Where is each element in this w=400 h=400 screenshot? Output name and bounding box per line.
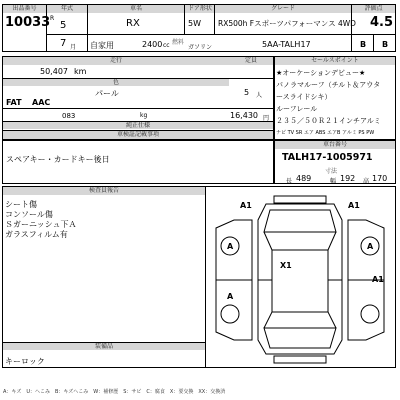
car-name: RX	[126, 18, 140, 29]
footer-legend: A：キズ U：へこみ B：キズへこみ W：補修歴 S：サビ C：腐食 X：要交換 XX：交換済	[3, 389, 226, 395]
score: 4.5	[370, 15, 394, 30]
displacement-unit: cc	[163, 42, 170, 49]
seats-value: 5	[244, 88, 250, 97]
mileage-unit: km	[74, 67, 87, 76]
seats-label: 定員	[229, 57, 273, 65]
score-label: 評価点	[352, 5, 395, 13]
year-value: 5	[60, 20, 67, 31]
inspector-line-2: コンソール傷	[5, 210, 53, 219]
damage-mark-roof: X1	[280, 261, 292, 270]
sales-point-2: パノラマルーフ（チルト＆アウタ	[276, 81, 381, 89]
notes-text: スペアキー・カードキー後日	[6, 155, 110, 164]
damage-mark-front-right: A1	[348, 201, 360, 210]
damage-mark-left-wheel: A	[227, 242, 234, 251]
mileage-value: 50,407	[40, 67, 68, 76]
inspection-label: 車検証記載事項	[3, 131, 273, 139]
shift: FAT	[6, 98, 22, 107]
price-unit: 円	[263, 115, 270, 122]
color-value: パール	[95, 89, 119, 98]
sales-point-4: ルーフレール	[276, 105, 318, 113]
usage: 自家用	[90, 41, 114, 50]
inspector-line-4: ガラスフィルム有	[5, 230, 68, 239]
door-value: 5W	[188, 19, 201, 28]
damage-mark-right-wheel: A	[367, 242, 374, 251]
interior-grade: B	[360, 40, 367, 49]
color-code: 083	[62, 112, 76, 120]
dims-label: 寸法	[325, 168, 338, 175]
equipment-line: ナビ TV SR エア ABS エアB アルミ PS PW	[276, 130, 375, 136]
inspector-header: 検査員報告	[3, 187, 205, 195]
width-value: 192	[340, 174, 356, 183]
damage-mark-front-left: A1	[240, 201, 252, 210]
aircon: AAC	[32, 98, 51, 107]
door-label: ドア形状	[185, 5, 215, 13]
lot-label: 出品番号	[3, 5, 46, 13]
year-era: R	[50, 15, 55, 22]
seats-unit: 人	[256, 92, 263, 99]
month-value: 7	[60, 38, 67, 49]
damage-mark-left-rear: A	[227, 292, 234, 301]
grade-label: グレード	[215, 5, 351, 13]
width-label: 幅	[330, 178, 337, 185]
year-label: 年式	[47, 5, 87, 13]
sales-points-header: セールスポイント	[275, 57, 395, 65]
car-body-diagram	[206, 190, 394, 366]
vin: TALH17-1005971	[282, 152, 373, 163]
exterior-grade: B	[382, 40, 389, 49]
displacement: 2400	[142, 40, 163, 49]
month-unit: 月	[70, 44, 77, 51]
equipment-header: 装備品	[3, 343, 205, 350]
lot-number: 10033	[5, 15, 51, 30]
maker-label: 車名	[88, 5, 184, 13]
length-value: 489	[296, 174, 312, 183]
price-value: 16,430	[230, 111, 258, 120]
height-value: 170	[372, 174, 388, 183]
sales-point-5: ２３５／５０Ｒ２１インチアルミ	[276, 117, 381, 125]
height-label: 高	[363, 178, 370, 185]
sales-point-1: ★オーケーションデビュー★	[276, 69, 366, 77]
notes-label: 純正仕様	[3, 122, 273, 129]
color-label: 色	[3, 79, 229, 86]
grade-value: RX500h Fスポーツパフォーマンス 4WD	[218, 19, 356, 28]
bottom-text: キーロック	[5, 357, 45, 366]
weight-unit: kg	[140, 112, 148, 119]
inspector-line-3: Ｓガーニッシュ下Ａ	[5, 220, 77, 229]
sales-point-3: ースライドシキ）	[276, 93, 332, 101]
mileage-label: 走行	[3, 57, 229, 65]
fuel-value: ガソリン	[188, 44, 213, 51]
inspector-line-1: シート傷	[5, 200, 37, 209]
damage-mark-right-rear: A1	[372, 275, 384, 284]
fuel-label: 燃料	[172, 39, 185, 46]
model-code: 5AA-TALH17	[262, 40, 311, 49]
chassis-label: 車台番号	[275, 141, 395, 149]
length-label: 長	[286, 178, 293, 185]
